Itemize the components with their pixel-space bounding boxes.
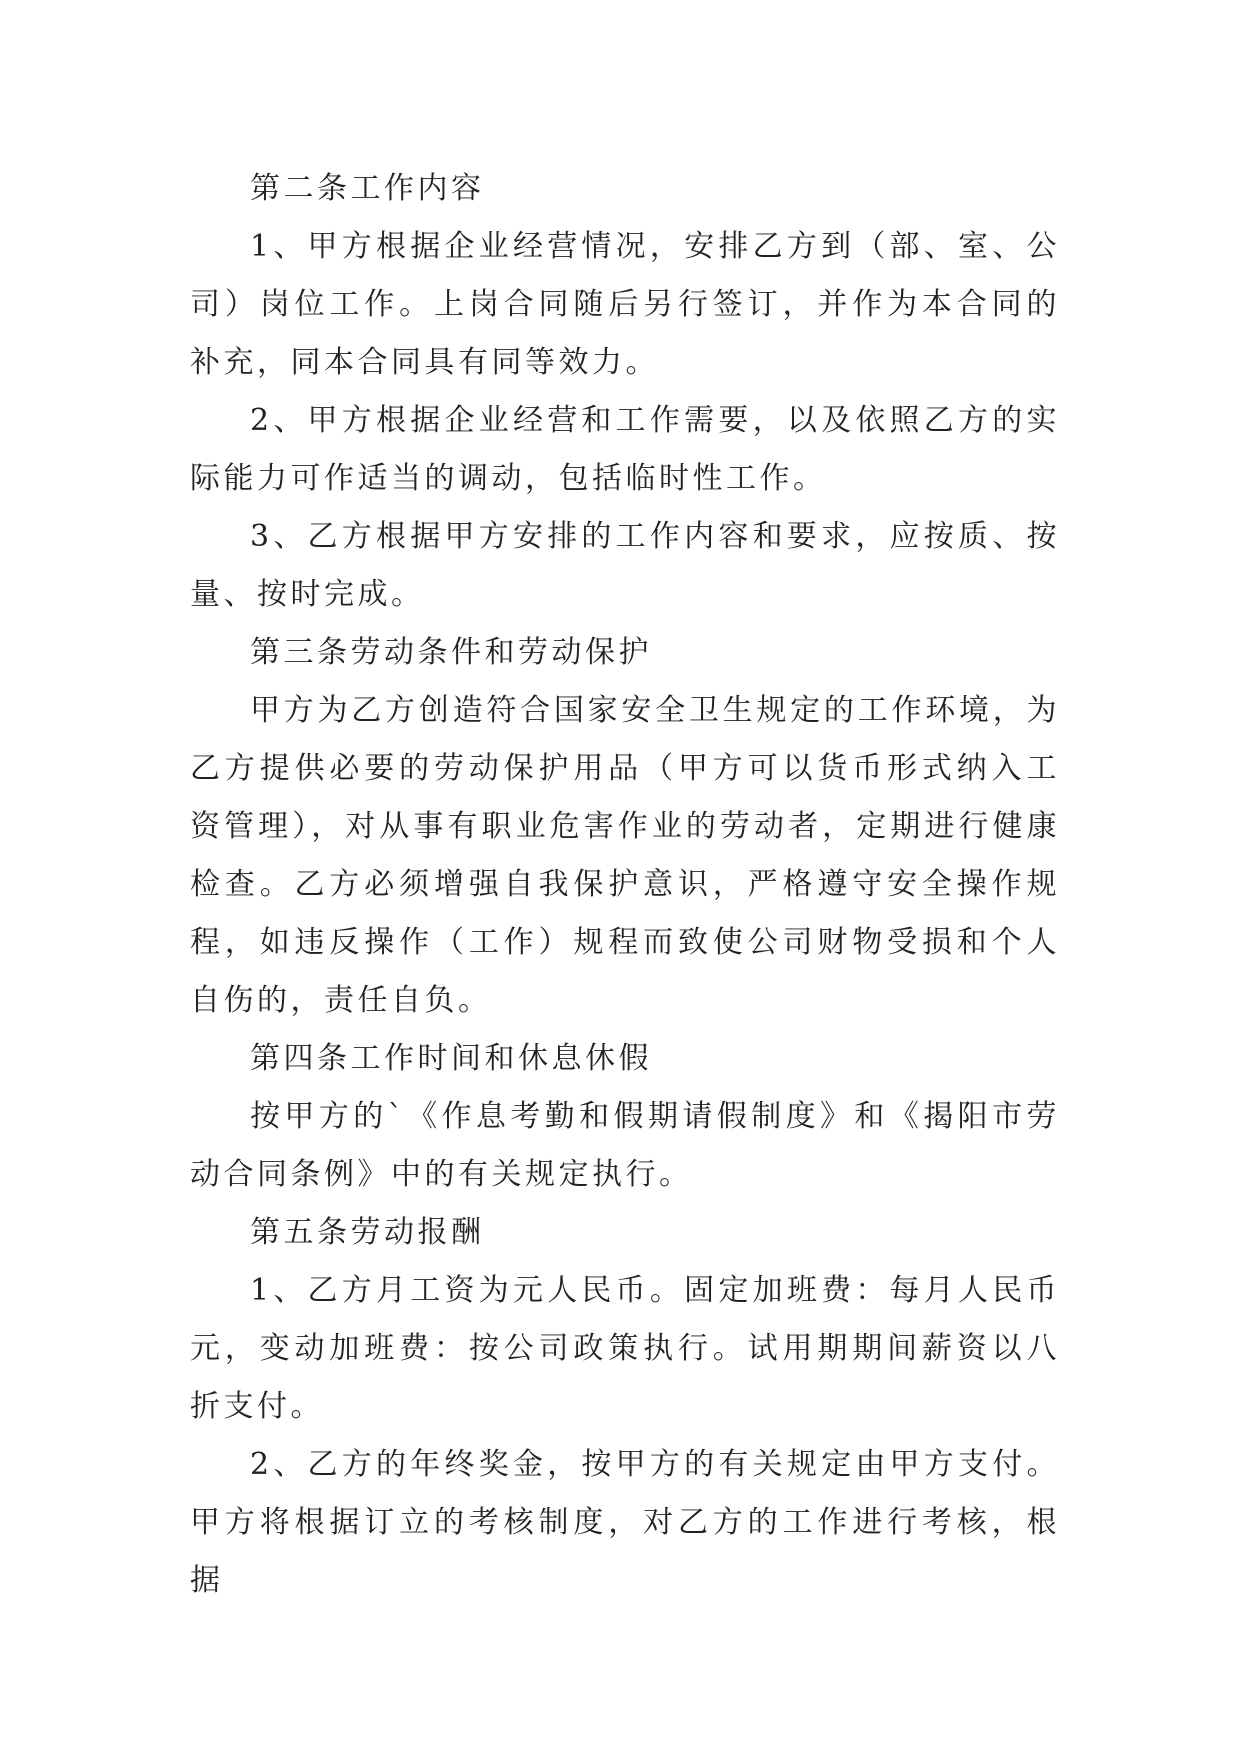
- paragraph-2-3: 3、乙方根据甲方安排的工作内容和要求，应按质、按量、按时完成。: [190, 519, 1060, 612]
- paragraph-3-1: 甲方为乙方创造符合国家安全卫生规定的工作环境，为乙方提供必要的劳动保护用品（甲方可以货币形式纳入工资管理），对从事有职业危害作业的劳动者，定期进行健康检查。乙方必须增强自我保护意识，严格遵守安全操作规程，如违反操作（工作）规程而致使公司财物受损和个人自伤的，责任自负。: [190, 693, 1060, 1018]
- paragraph-5-1: 1、乙方月工资为元人民币。固定加班费：每月人民币元，变动加班费：按公司政策执行。试用期期间薪资以八折支付。: [190, 1273, 1060, 1424]
- paragraph-2-2: 2、甲方根据企业经营和工作需要，以及依照乙方的实际能力可作适当的调动，包括临时性工作。: [190, 403, 1060, 496]
- document-page: [190, 160, 1060, 1610]
- paragraph-4-1: 按甲方的`《作息考勤和假期请假制度》和《揭阳市劳动合同条例》中的有关规定执行。: [190, 1099, 1060, 1192]
- paragraph-2-1: 1、甲方根据企业经营情况，安排乙方到（部、室、公司）岗位工作。上岗合同随后另行签订，并作为本合同的补充，同本合同具有同等效力。: [190, 229, 1060, 380]
- section-heading-article-2: 第二条工作内容: [250, 171, 485, 206]
- paragraph-5-2: 2、乙方的年终奖金，按甲方的有关规定由甲方支付。甲方将根据订立的考核制度，对乙方的工作进行考核，根据: [190, 1447, 1060, 1598]
- section-heading-article-5: 第五条劳动报酬: [250, 1215, 485, 1250]
- section-heading-article-4: 第四条工作时间和休息休假: [250, 1041, 652, 1076]
- section-heading-article-3: 第三条劳动条件和劳动保护: [250, 635, 652, 670]
